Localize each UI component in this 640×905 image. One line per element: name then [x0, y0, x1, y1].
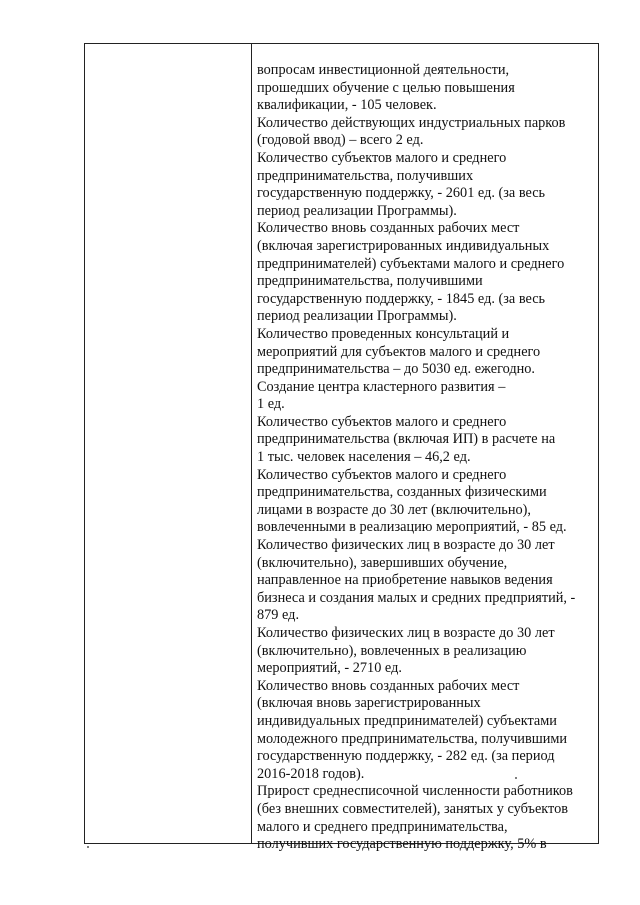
left-column-cell — [85, 44, 251, 843]
paragraph-new-jobs: Количество вновь созданных рабочих мест (включая зарегистрированных индивидуальных предпринимателей) субъектами малого и среднего предпринимательства, получившими государственную поддержку, - 1845 ед. (за весь период реализации Программы). — [257, 220, 565, 325]
paragraph-industrial-parks: Количество действующих индустриальных парков (годовой ввод) – всего 2 ед. — [257, 114, 566, 149]
paragraph-sme-supported: Количество субъектов малого и среднего предпринимательства, получивших государственную поддержку, - 2601 ед. (за весь период реализации Программы). — [257, 149, 546, 219]
indicators-cell — [257, 62, 597, 854]
paragraph-youth-sme: Количество субъектов малого и среднего предпринимательства, созданных физическими лицами в возрасте до 30 лет (включительно), вовлеченными в реализацию мероприятий, - 85 ед. — [257, 466, 567, 536]
paragraph-youth-training: Количество физических лиц в возрасте до 30 лет (включительно), завершивших обучение, направленное на приобретение навыков ведения бизнеса и создания малых и средних предприятий, - 879 ед. — [257, 537, 576, 624]
column-divider — [251, 44, 252, 843]
scan-speck — [87, 846, 89, 848]
paragraph-employee-growth: Прирост среднесписочной численности работников (без внешних совместителей), занятых у субъектов малого и среднего предпринимательства, получивших государственную поддержку, 5% в — [257, 783, 573, 853]
paragraph-youth-jobs: Количество вновь созданных рабочих мест (включая вновь зарегистрированных индивидуальных предпринимателей) субъектами молодежного предпринимательства, получившими государственную поддержку, - 282 ед. (за период 2016-2018 годов). — [257, 677, 568, 782]
paragraph-training: вопросам инвестиционной деятельности, прошедших обучение с целью повышения квалификации, - 105 человек. — [257, 62, 515, 114]
paragraph-youth-involved: Количество физических лиц в возрасте до 30 лет (включительно), вовлеченных в реализацию мероприятий, - 2710 ед. — [257, 625, 555, 677]
paragraph-cluster-center: Создание центра кластерного развития – 1 ед. — [257, 378, 506, 413]
paragraph-sme-per-capita: Количество субъектов малого и среднего предпринимательства (включая ИП) в расчете на 1 тыс. человек населения – 46,2 ед. — [257, 413, 556, 466]
paragraph-consultations: Количество проведенных консультаций и мероприятий для субъектов малого и среднего предпринимательства – до 5030 ед. ежегодно. — [257, 325, 541, 378]
scan-speck — [515, 777, 517, 779]
document-table — [84, 43, 599, 853]
